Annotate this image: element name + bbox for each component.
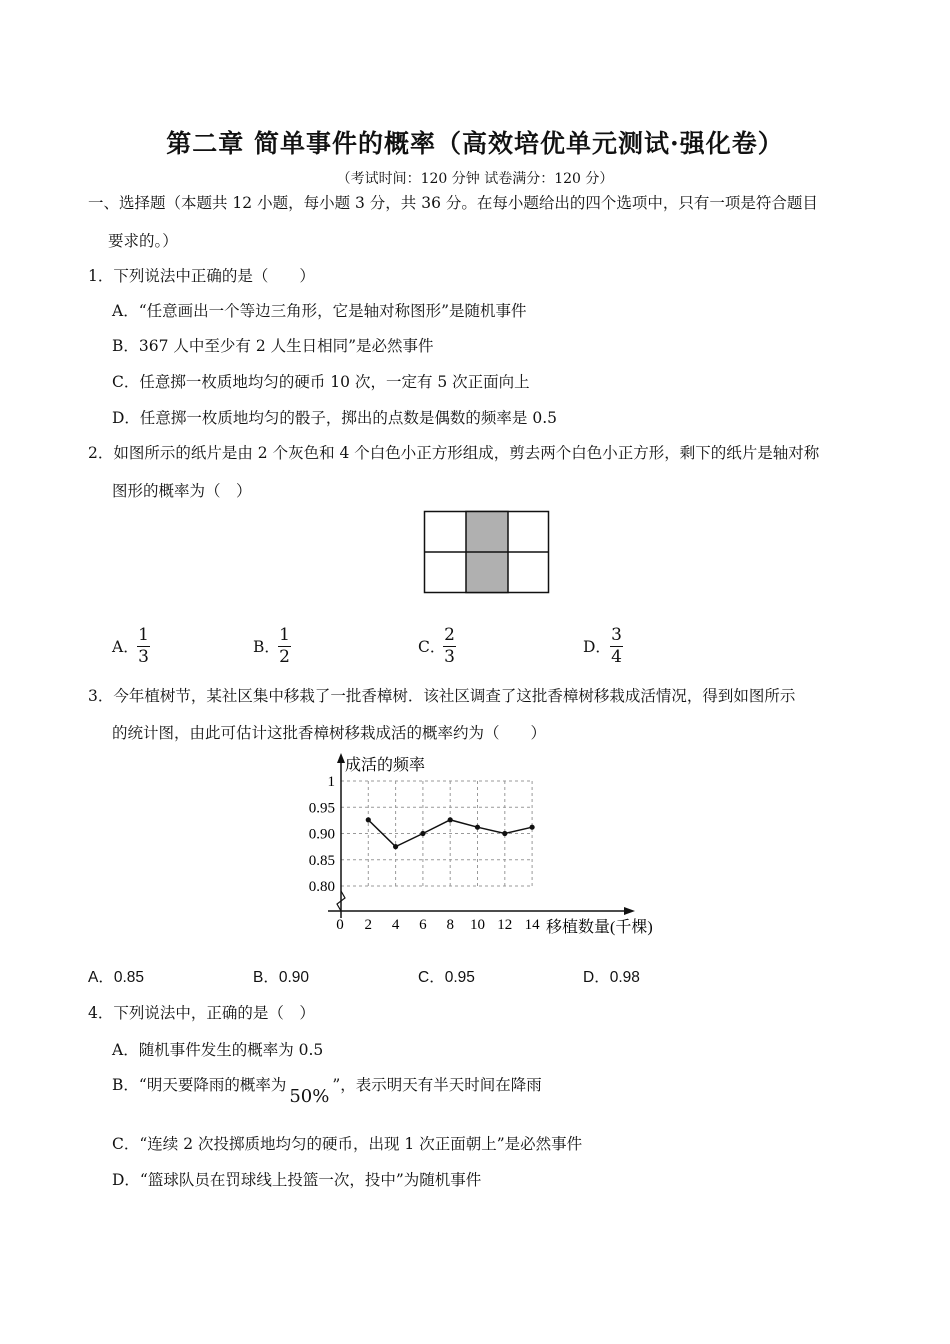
q1-option-a: A．“任意画出一个等边三角形，它是轴对称图形”是随机事件 [112,302,527,320]
data-point [420,831,425,836]
q3-stem-line1: 3．今年植树节，某社区集中移栽了一批香樟树．该社区调查了这批香樟树移栽成活情况，得到如图所示 [88,687,796,705]
x-tick-label: 4 [391,917,400,933]
fraction-denominator: 4 [611,647,622,667]
data-point [475,825,480,830]
q4-option-c: C．“连续 2 次投掷质地均匀的硬币，出现 1 次正面朝上”是必然事件 [112,1135,583,1153]
x-tick-label: 12 [497,917,513,933]
y-tick-label: 0.85 [308,852,335,869]
q2-option-a-fraction [137,626,150,667]
fraction-numerator: 1 [279,625,290,645]
q4-option-b-text-start: B．“明天要降雨的概率为 [112,1076,287,1094]
y-axis-arrow [337,753,345,763]
q2-option-b-fraction [278,626,291,667]
data-point [366,817,371,822]
origin-label: 0 [336,917,344,933]
data-point [530,825,535,830]
q3-option-a: A．0.85 [88,969,145,986]
q2-stem-line2: 图形的概率为（ ） [112,482,252,500]
section-heading-line2: 要求的。） [108,232,178,250]
q4-option-b-text-end: ”，表示明天有半天时间在降雨 [332,1076,542,1094]
fraction-numerator: 2 [444,625,455,645]
exam-info: （考试时间：120 分钟 试卷满分：120 分） [336,171,614,187]
q4-option-b-percent: 50% [289,1086,330,1107]
q2-option-b-label: B． [253,638,280,656]
x-tick-label: 6 [419,917,427,933]
q1-option-d: D．任意掷一枚质地均匀的骰子，掷出的点数是偶数的频率是 0.5 [112,409,558,427]
q2-option-c-fraction [443,626,456,667]
fraction-numerator: 3 [611,625,622,645]
q2-option-c-label: C． [418,638,446,656]
data-point [502,831,507,836]
chart-axes [328,753,635,918]
x-tick-label: 10 [470,917,485,933]
q1-option-c: C．任意掷一枚质地均匀的硬币 10 次，一定有 5 次正面向上 [112,373,530,391]
q2-option-d-fraction [610,626,623,667]
q3-option-b: B．0.90 [253,969,310,986]
fraction-denominator: 3 [444,647,455,667]
q2-option-d-label: D． [583,638,611,656]
data-point [393,844,398,849]
section-heading-line1: 一、选择题（本题共 12 小题，每小题 3 分，共 36 分。在每小题给出的四个选项中，只有一项是符合题目 [88,194,818,212]
q3-survival-rate-line-chart [290,750,690,945]
fraction-denominator: 2 [279,647,290,667]
q2-stem-line1: 2．如图所示的纸片是由 2 个灰色和 4 个白色小正方形组成，剪去两个白色小正方形，剩下的纸片是轴对称 [88,444,820,462]
q4-stem: 4．下列说法中，正确的是（ ） [88,1004,315,1022]
q2-paper-grid-figure [423,510,553,596]
y-tick-label: 0.95 [308,800,335,817]
q3-option-c: C．0.95 [418,969,475,986]
q3-stem-line2: 的统计图，由此可估计这批香樟树移栽成活的概率约为（ ） [112,724,547,742]
chart-labels [309,756,653,936]
x-axis-arrow [624,907,635,915]
x-tick-label: 2 [364,917,373,933]
q1-option-b: B．367 人中至少有 2 人生日相同”是必然事件 [112,337,434,355]
q4-option-b [112,1075,542,1107]
page-title: 第二章 简单事件的概率（高效培优单元测试·强化卷） [166,129,784,158]
fraction-numerator: 1 [138,625,149,645]
fraction-denominator: 3 [138,647,149,667]
x-tick-label: 14 [524,917,540,933]
y-axis-label: 成活的频率 [345,757,426,774]
x-axis-label: 移植数量(千棵) [546,919,653,936]
q1-stem: 1．下列说法中正确的是（ ） [88,267,315,285]
y-tick-label: 0.80 [308,879,335,895]
q2-option-a-label: A． [112,638,139,656]
data-point [448,817,453,822]
y-tick-label: 0.90 [308,826,335,843]
x-tick-label: 8 [446,917,454,933]
q4-option-a: A．随机事件发生的概率为 0.5 [112,1041,324,1059]
y-tick-label: 1 [327,774,335,790]
q4-option-d: D．“篮球队员在罚球线上投篮一次，投中”为随机事件 [112,1171,482,1189]
q3-option-d: D．0.98 [583,969,640,986]
